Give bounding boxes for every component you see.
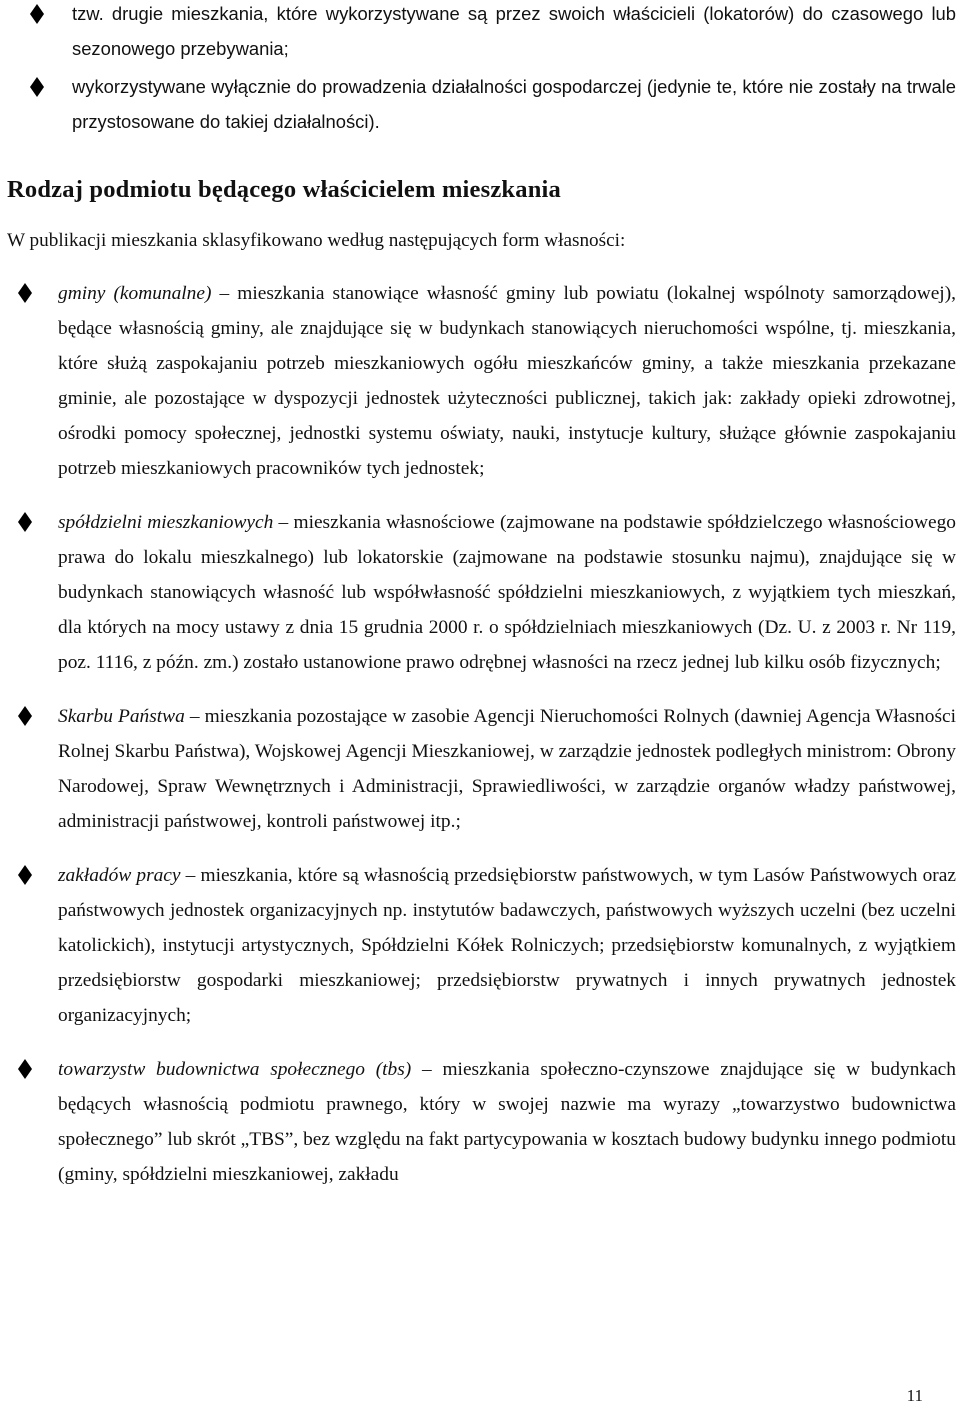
ownership-term: spółdzielni mieszkaniowych bbox=[58, 512, 274, 533]
dash: – bbox=[422, 1059, 432, 1080]
dash: – bbox=[189, 706, 200, 727]
section-heading: Rodzaj podmiotu będącego właścicielem mieszkania bbox=[7, 176, 561, 203]
ownership-description: mieszkania, które są własnością przedsiębiorstw państwowych, w tym Lasów Państwowych oraz państwowych jednostek organizacyjnych np. instytutów badawczych, państwowych wyższych uczelni (bez uczelni katolickich), instytucji artystycznych, Spółdzielni Kółek Rolniczych; przedsiębiorstw komunalnych, z wyjątkiem przedsiębiorstw gospodarki mieszkaniowej; przedsiębiorstw prywatnych i innych prywatnych jednostek organizacyjnych; bbox=[58, 865, 956, 1026]
list-item bbox=[0, 699, 960, 839]
diamond-bullet-icon bbox=[18, 706, 32, 726]
list-item bbox=[0, 1052, 960, 1192]
diamond-bullet-icon bbox=[18, 1059, 32, 1079]
ownership-description: mieszkania własnościowe (zajmowane na podstawie spółdzielczego własnościowego prawa do lokalu mieszkalnego) lub lokatorskie (zajmowane na podstawie stosunku najmu), znajdujące się w budynkach stanowiących własność lub współwłasność spółdzielni mieszkaniowych, z wyjątkiem tych mieszkań, dla których na mocy ustawy z dnia 15 grudnia 2000 r. o spółdzielniach mieszkaniowych (Dz. U. z 2003 r. Nr 119, poz. 1116, z późn. zm.) zostało ustanowione prawo odrębnej własności na rzecz jednej lub kilku osób fizycznych; bbox=[58, 512, 956, 673]
diamond-bullet-icon bbox=[30, 4, 44, 24]
intro-bullet-text: wykorzystywane wyłącznie do prowadzenia działalności gospodarczej (jedynie te, które nie zostały na trwale przystosowane do takiej działalności). bbox=[72, 76, 956, 132]
dash: – bbox=[185, 865, 196, 886]
ownership-term: Skarbu Państwa bbox=[58, 706, 185, 727]
section-lead: W publikacji mieszkania sklasyfikowano według następujących form własności: bbox=[7, 230, 626, 251]
diamond-bullet-icon bbox=[18, 865, 32, 885]
list-item bbox=[0, 276, 960, 486]
diamond-bullet-icon bbox=[18, 283, 32, 303]
page-number: 11 bbox=[906, 1386, 923, 1405]
diamond-bullet-icon bbox=[30, 77, 44, 97]
ownership-description: mieszkania pozostające w zasobie Agencji Nieruchomości Rolnych (dawniej Agencja Własności Rolnej Skarbu Państwa), Wojskowej Agencji Mieszkaniowej, w zarządzie jednostek podległych ministrom: Obrony Narodowej, Spraw Wewnętrznych i Administracji, Sprawiedliwości, w zarządzie organów władzy państwowej, administracji państwowej, kontroli państwowej itp.; bbox=[58, 706, 956, 832]
diamond-bullet-icon bbox=[18, 512, 32, 532]
ownership-description: mieszkania stanowiące własność gminy lub powiatu (lokalnej wspólnoty samorządowej), będące własnością gminy, ale znajdujące się w budynkach stanowiących nieruchomości wspólne, tj. mieszkania, które służą zaspokajaniu potrzeb mieszkaniowych ogółu mieszkańców gminy, a także mieszkania przekazane gminie, ale pozostające w dyspozycji jednostek użyteczności publicznej, takich jak: zakłady opieki zdrowotnej, ośrodki pomocy społecznej, jednostki systemu oświaty, nauki, instytucje kultury, służące głównie zaspokajaniu potrzeb mieszkaniowych pracowników tych jednostek; bbox=[58, 283, 956, 479]
intro-bullet-text: tzw. drugie mieszkania, które wykorzystywane są przez swoich właścicieli (lokatorów) do czasowego lub sezonowego przebywania; bbox=[72, 3, 956, 59]
ownership-term: gminy (komunalne) bbox=[58, 283, 212, 304]
ownership-description: mieszkania społeczno-czynszowe znajdujące się w budynkach będących własnością podmiotu prawnego, który w swojej nazwie ma wyrazy „towarzystwo budownictwa społecznego” lub skrót „TBS”, bez względu na fakt partycypowania w kosztach budowy budynku innego podmiotu (gminy, spółdzielni mieszkaniowej, zakładu bbox=[58, 1059, 956, 1185]
ownership-term: towarzystw budownictwa społecznego (tbs) bbox=[58, 1059, 412, 1080]
dash: – bbox=[219, 283, 230, 304]
list-item bbox=[0, 70, 960, 139]
ownership-forms-list bbox=[0, 276, 960, 1211]
list-item bbox=[0, 505, 960, 680]
ownership-term: zakładów pracy bbox=[58, 865, 181, 886]
list-item bbox=[0, 0, 960, 66]
dash: – bbox=[278, 512, 289, 533]
list-item bbox=[0, 858, 960, 1033]
